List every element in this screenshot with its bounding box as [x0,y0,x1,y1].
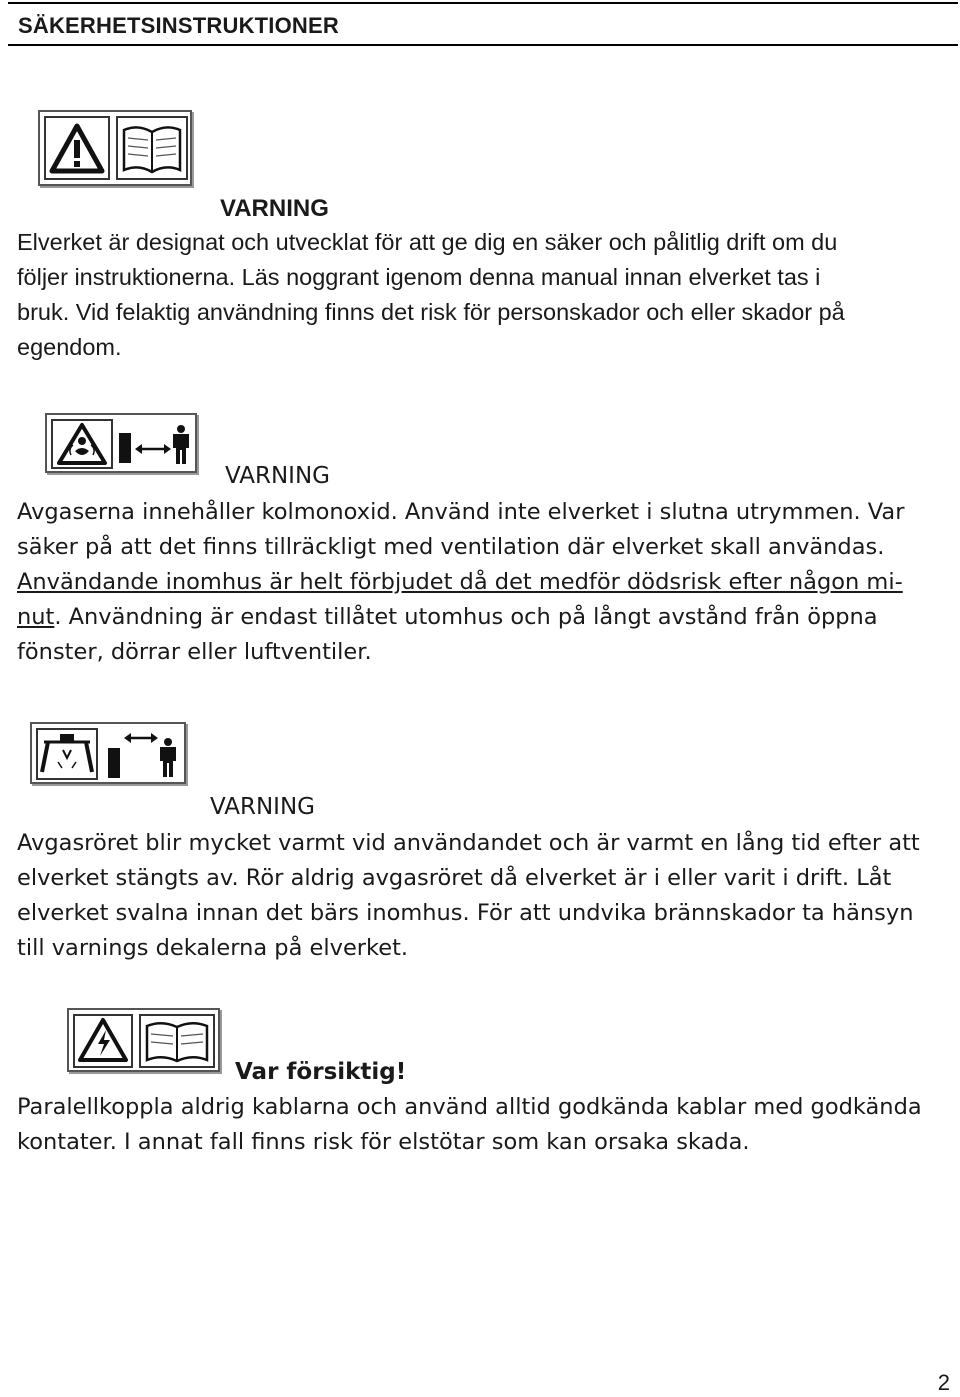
icon-panel-1 [38,110,192,186]
section-1-line-4: egendom. [17,334,122,360]
section-2-line-2: säker på att det finns tillräckligt med ventilation där elverket skall användas. [17,534,885,560]
page-number: 2 [937,1370,950,1395]
icon-panel-3 [30,722,186,784]
section-2-underlined-start: nut [17,604,55,630]
section-4-text [17,1090,952,1160]
section-1-line-3: bruk. Vid felaktig användning finns det risk för personskador och eller skador på [17,299,845,325]
icon-panel-2 [45,413,197,473]
keep-distance-icon [117,421,193,467]
section-2-underlined-line: Användande inomhus är helt förbjudet då det medför dödsrisk efter någon mi- [17,569,903,595]
section-3-line-2: elverket stängts av. Rör aldrig avgasröret då elverket är i eller varit i drift. Låt [17,865,892,891]
icon-panel-4 [67,1008,220,1072]
manual-book-icon [139,1014,215,1068]
section-4-heading: Var försiktig! [235,1059,407,1085]
section-1-heading: VARNING [220,195,329,222]
section-2-text [17,495,952,670]
section-2-line-1: Avgaserna innehåller kolmonoxid. Använd inte elverket i slutna utrymmen. Var [17,499,905,525]
page-title: SÄKERHETSINSTRUKTIONER [18,13,339,38]
section-1-line-1: Elverket är designat och utvecklat för att ge dig en säker och pålitlig drift om du [17,229,838,255]
section-3-text [17,826,952,966]
keep-distance-icon [104,728,182,780]
section-3-line-3: elverket svalna innan det bärs inomhus. För att undvika brännskador ta hänsyn [17,900,914,926]
section-3-line-4: till varnings dekalerna på elverket. [17,935,409,961]
toxic-fumes-warning-icon [51,419,113,469]
section-3-heading: VARNING [210,794,315,820]
section-2-line-rest: . Användning är endast tillåtet utomhus och på långt avstånd från öppna [54,604,878,630]
section-1-line-2: följer instruktionerna. Läs noggrant igenom denna manual innan elverket tas i [17,264,821,290]
section-2-line-4 [17,600,952,635]
warning-icon [44,116,110,180]
section-4-line-2: kontater. I annat fall finns risk för elstötar som kan orsaka skada. [17,1129,750,1155]
manual-book-icon [116,116,188,180]
section-2-heading: VARNING [225,463,330,489]
section-1-text [17,225,952,365]
section-2-last-line: fönster, dörrar eller luftventiler. [17,639,372,665]
page-header [8,2,958,46]
hot-surface-icon [36,728,98,780]
section-4-line-1: Paralellkoppla aldrig kablarna och använd alltid godkända kablar med godkända [17,1094,922,1120]
electric-shock-warning-icon [73,1014,133,1068]
section-3-line-1: Avgasröret blir mycket varmt vid användandet och är varmt en lång tid efter att [17,830,920,856]
